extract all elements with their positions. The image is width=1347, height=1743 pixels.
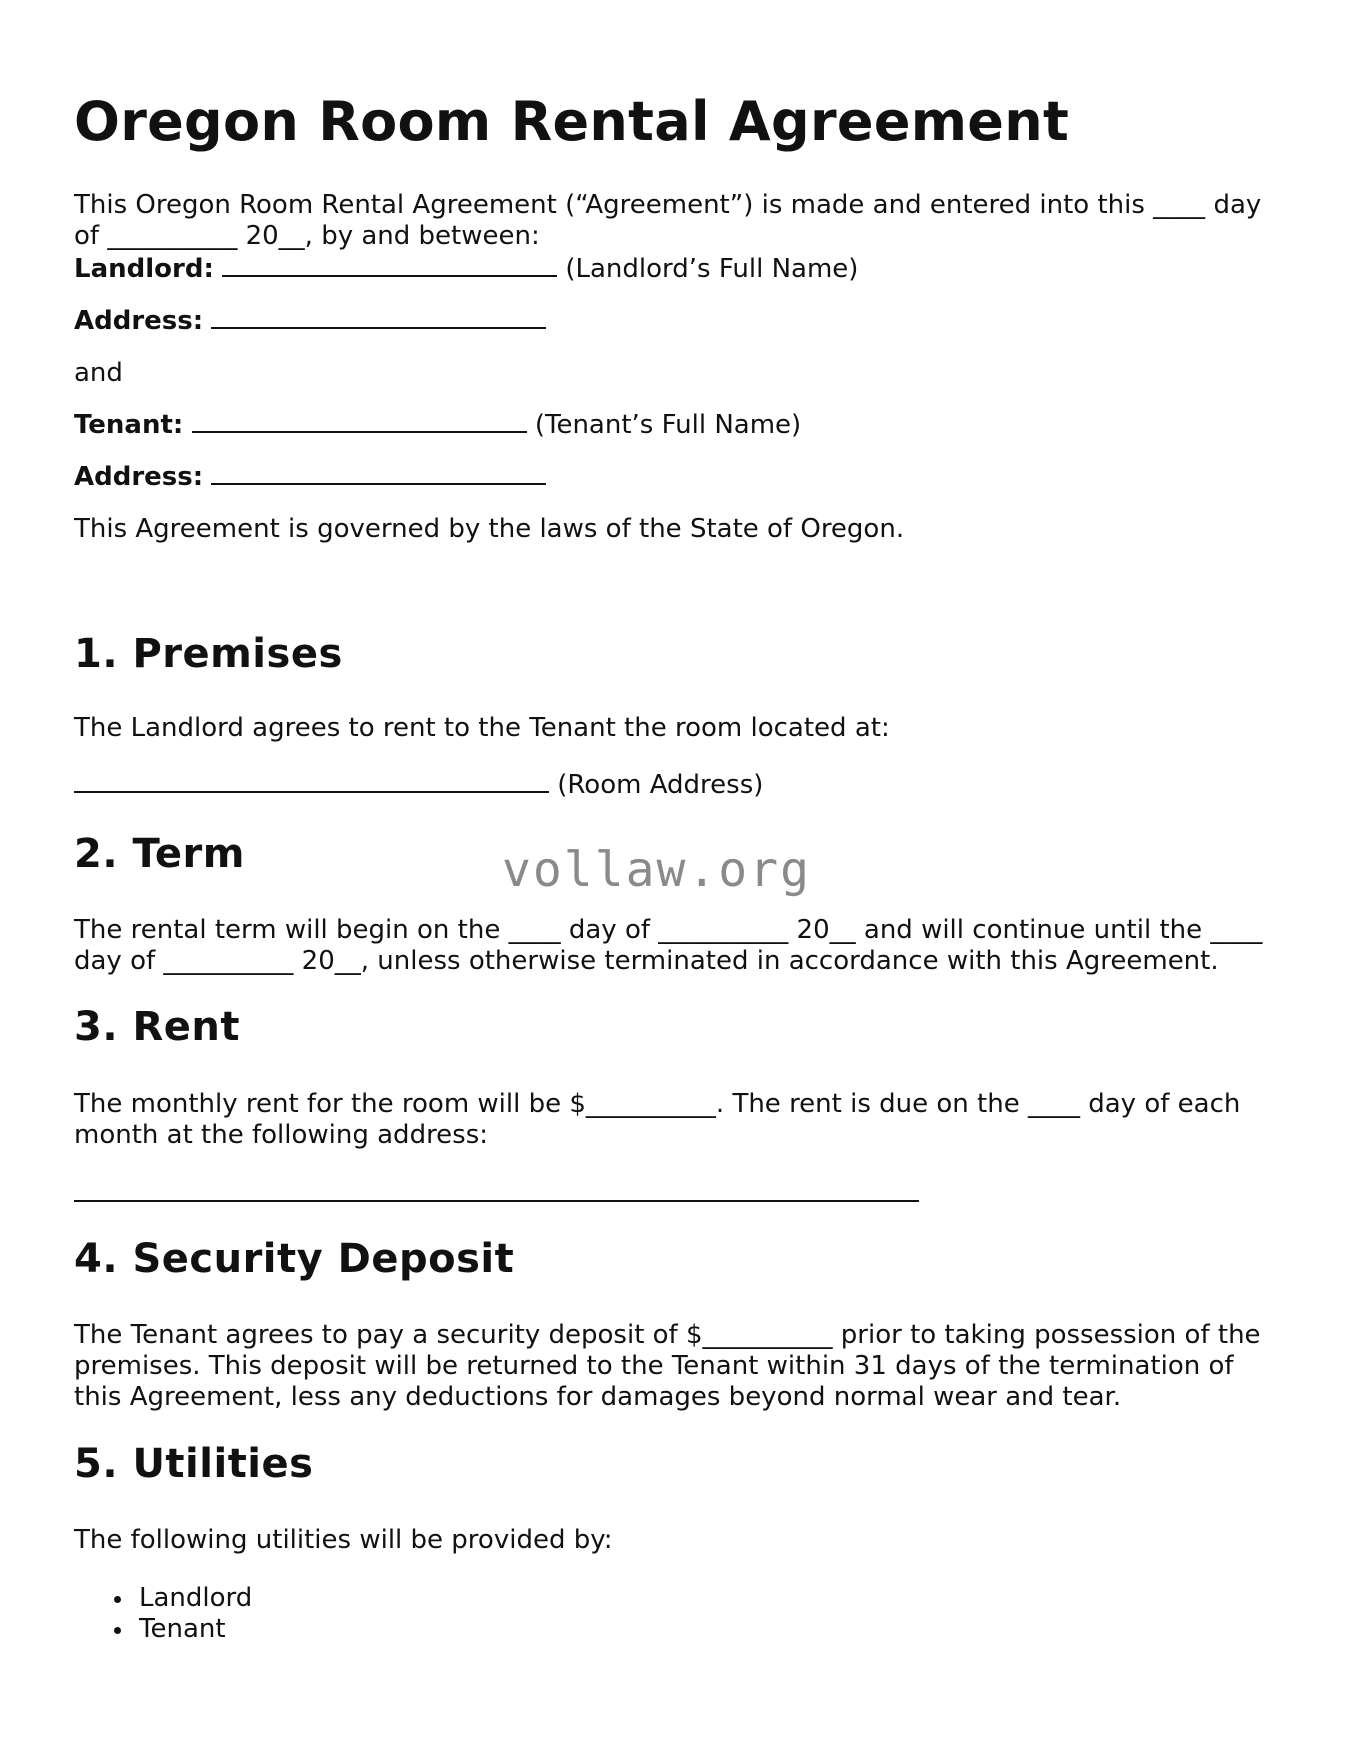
utilities-text: The following utilities will be provided by: bbox=[74, 1525, 613, 1555]
deposit-heading: 4. Security Deposit bbox=[74, 1236, 515, 1282]
landlord-name-blank[interactable] bbox=[222, 255, 557, 277]
landlord-label: Landlord: bbox=[74, 254, 214, 284]
tenant-label: Tenant: bbox=[74, 410, 184, 440]
premises-text: The Landlord agrees to rent to the Tenant the room located at: bbox=[74, 713, 890, 743]
watermark: vollaw.org bbox=[502, 842, 811, 898]
landlord-field bbox=[74, 254, 858, 285]
intro-paragraph: This Oregon Room Rental Agreement (“Agreement”) is made and entered into this ____ day of __________ 20__, by and between: bbox=[74, 190, 1262, 251]
list-item: Landlord bbox=[139, 1583, 253, 1613]
tenant-name-blank[interactable] bbox=[192, 411, 527, 433]
landlord-address-field bbox=[74, 306, 546, 337]
utilities-list bbox=[74, 1583, 252, 1645]
list-item: Tenant bbox=[139, 1614, 252, 1645]
page-title: Oregon Room Rental Agreement bbox=[74, 90, 1070, 153]
room-address-blank[interactable] bbox=[74, 771, 549, 793]
tenant-address-field bbox=[74, 462, 546, 493]
term-text: The rental term will begin on the ____ day of __________ 20__ and will continue until the ____ day of __________ 20__, unless otherwise terminated in accordance with this Agreement. bbox=[74, 915, 1263, 976]
tenant-address-label: Address: bbox=[74, 462, 204, 492]
rent-text: The monthly rent for the room will be $__________. The rent is due on the ____ day of each month at the following address: bbox=[74, 1089, 1241, 1150]
room-address-field bbox=[74, 770, 763, 801]
landlord-hint: (Landlord’s Full Name) bbox=[565, 254, 859, 284]
room-address-hint: (Room Address) bbox=[557, 770, 764, 800]
landlord-address-label: Address: bbox=[74, 306, 204, 336]
rent-heading: 3. Rent bbox=[74, 1004, 240, 1050]
and-text: and bbox=[74, 358, 123, 388]
governing-law-text: This Agreement is governed by the laws of the State of Oregon. bbox=[74, 514, 905, 544]
utilities-heading: 5. Utilities bbox=[74, 1441, 314, 1487]
rent-address-blank[interactable] bbox=[74, 1180, 919, 1202]
tenant-address-blank[interactable] bbox=[211, 463, 546, 485]
term-heading: 2. Term bbox=[74, 831, 245, 877]
tenant-hint: (Tenant’s Full Name) bbox=[534, 410, 802, 440]
tenant-field bbox=[74, 410, 801, 441]
premises-heading: 1. Premises bbox=[74, 631, 343, 677]
deposit-text: The Tenant agrees to pay a security deposit of $__________ prior to taking possession of the premises. This deposit will be returned to the Tenant within 31 days of the termination of this Agreement, less any deductions for damages beyond normal wear and tear. bbox=[74, 1320, 1261, 1412]
landlord-address-blank[interactable] bbox=[211, 307, 546, 329]
